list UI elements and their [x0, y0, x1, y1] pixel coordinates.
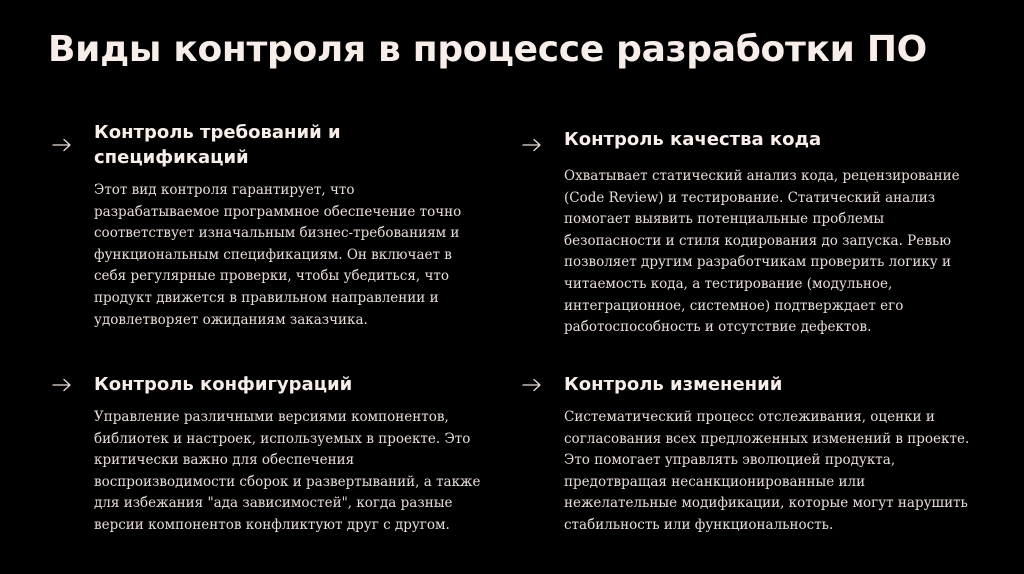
- section-configuration-control: [52, 372, 492, 537]
- arrow-right-icon: [52, 378, 72, 392]
- section-heading: Контроль изменений: [564, 374, 783, 395]
- section-body: Управление различными версиями компонентов, библиотек и настроек, используемых в проекте. Это критически важно для обеспечения воспроизводимости сборок и развертываний, а также для избежания "ада зависимостей", когда разные версии компонентов конфликтуют друг с другом.: [94, 409, 481, 533]
- section-body: Систематический процесс отслеживания, оценки и согласования всех предложенных изменений в проекте. Это помогает управлять эволюцией продукта, предотвращая несанкционированные или нежелательные модификации, которые могут нарушить стабильность или функциональность.: [564, 409, 970, 533]
- section-requirements-control: [52, 120, 482, 331]
- arrow-right-icon: [522, 138, 542, 152]
- section-body: Этот вид контроля гарантирует, что разрабатываемое программное обеспечение точно соответствует изначальным бизнес-требованиям и функциональным спецификациям. Он включает в себя регулярные проверки, чтобы убедиться, что продукт движется в правильном направлении и удовлетворяет ожиданиям заказчика.: [94, 182, 462, 328]
- arrow-right-icon: [522, 378, 542, 392]
- section-change-control: [522, 372, 982, 537]
- section-heading: Контроль качества кода: [564, 129, 822, 150]
- section-heading: Контроль конфигураций: [94, 374, 353, 395]
- page-title: Виды контроля в процессе разработки ПО: [48, 29, 927, 70]
- section-code-quality-control: [522, 127, 982, 339]
- arrow-right-icon: [52, 138, 72, 152]
- section-heading: Контроль требований и спецификаций: [94, 122, 341, 168]
- section-body: Охватывает статический анализ кода, рецензирование (Code Review) и тестирование. Статический анализ помогает выявить потенциальные проблемы безопасности и стиля кодирования до запуска. Ревью позволяет другим разработчикам проверить логику и читаемость кода, а тестирование (модульное, интеграционное, системное) подтверждает его работоспособность и отсутствие дефектов.: [564, 168, 960, 336]
